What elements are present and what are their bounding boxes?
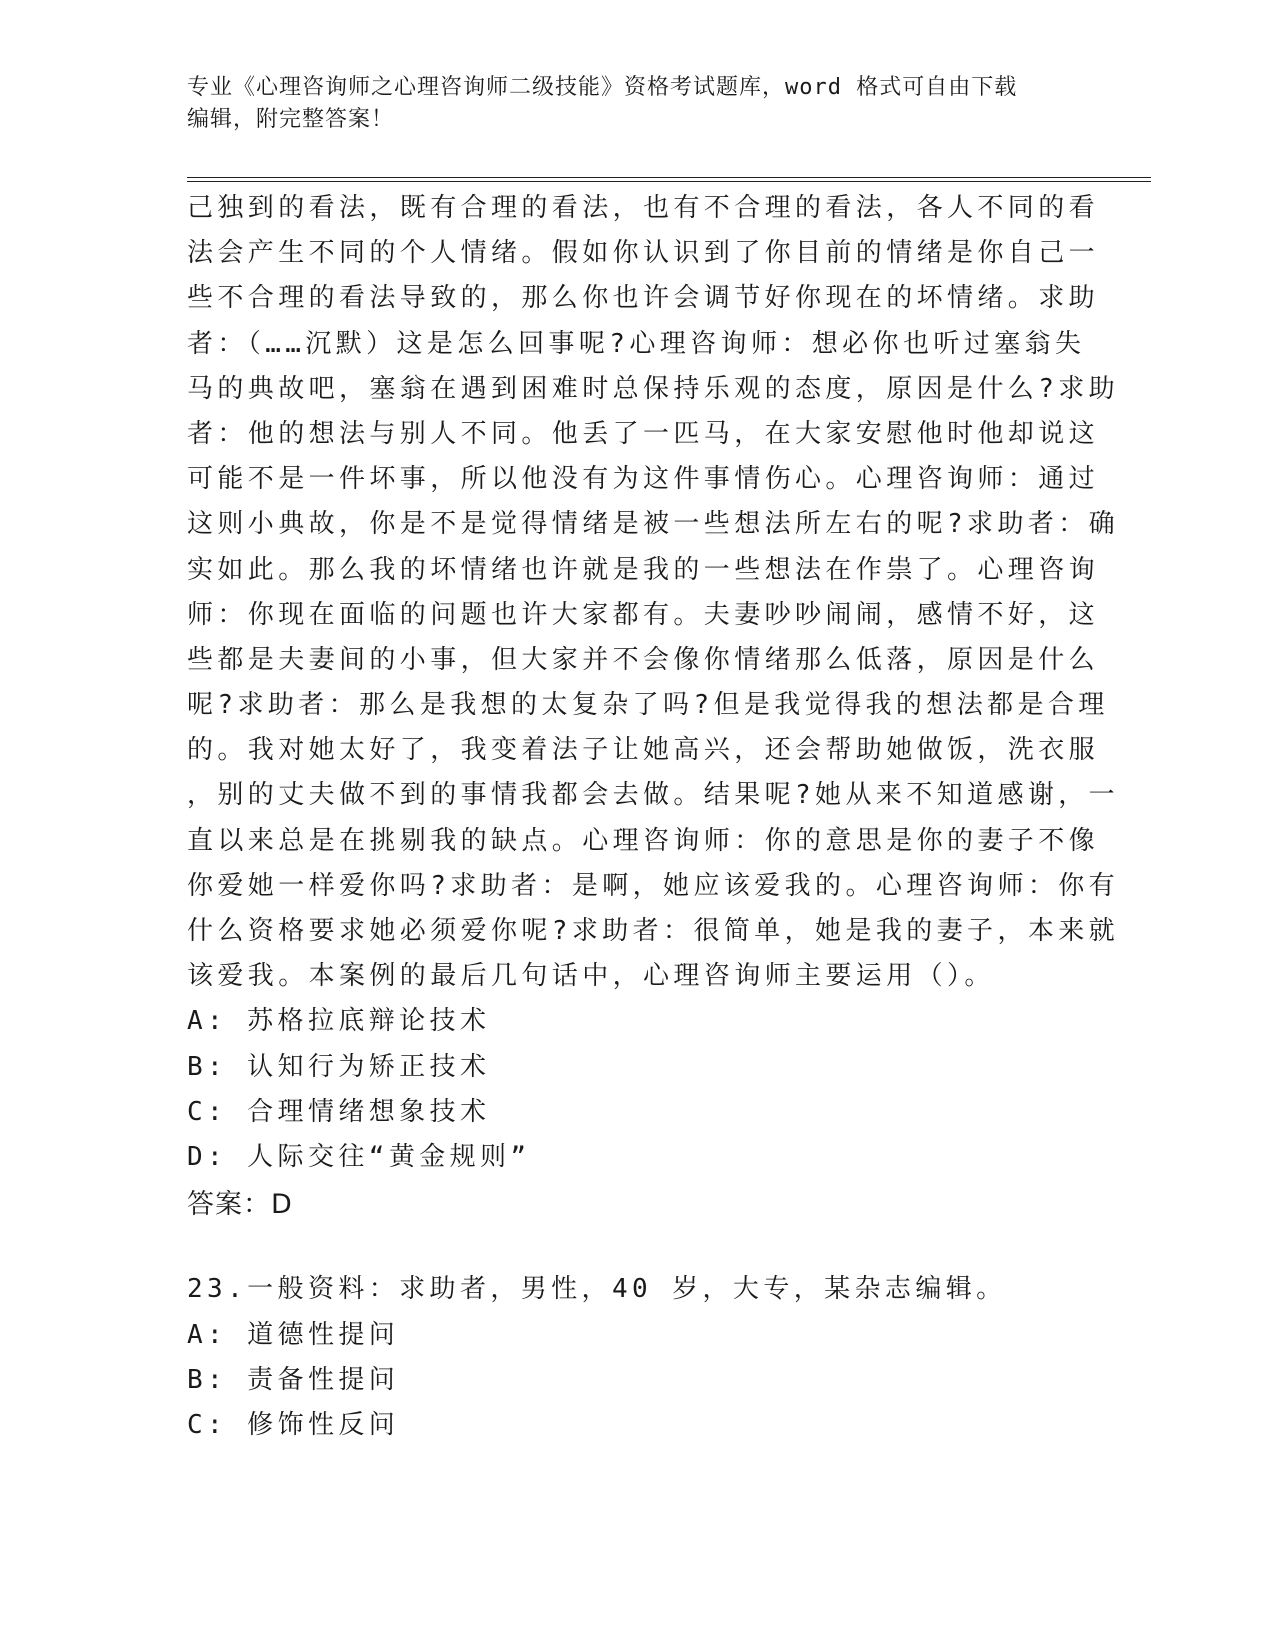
question-spacer xyxy=(187,1227,1087,1267)
header-line-1: 专业《心理咨询师之心理咨询师二级技能》资格考试题库，word 格式可自由下载 xyxy=(187,75,1018,100)
document-body xyxy=(187,186,1120,1448)
passage-line: 可能不是一件坏事，所以他没有为这件事情伤心。心理咨询师：通过 xyxy=(187,464,1100,495)
document-header xyxy=(187,72,1067,136)
passage-line: 些都是夫妻间的小事，但大家并不会像你情绪那么低落，原因是什么 xyxy=(187,644,1100,675)
question-text: 23.一般资料：求助者，男性，40 岁，大专，某杂志编辑。 xyxy=(187,1274,1007,1305)
header-divider xyxy=(187,177,1151,178)
passage-line: 马的典故吧，塞翁在遇到困难时总保持乐观的态度，原因是什么?求助 xyxy=(187,373,1120,404)
passage-line: 己独到的看法，既有合理的看法，也有不合理的看法，各人不同的看 xyxy=(187,193,1100,223)
passage-line: 呢?求助者：那么是我想的太复杂了吗?但是我觉得我的想法都是合理 xyxy=(187,690,1109,721)
passage-line: 者：他的想法与别人不同。他丢了一匹马，在大家安慰他时他却说这 xyxy=(187,418,1100,449)
passage-line: 直以来总是在挑剔我的缺点。心理咨询师：你的意思是你的妻子不像 xyxy=(187,825,1100,856)
passage-line: 些不合理的看法导致的，那么你也许会调节好你现在的坏情绪。求助 xyxy=(187,283,1100,314)
passage-line: ，别的丈夫做不到的事情我都会去做。结果呢?她从来不知道感谢，一 xyxy=(187,780,1120,811)
question-passage xyxy=(187,186,1120,999)
option-a: A: 苏格拉底辩论技术 xyxy=(187,1006,491,1037)
passage-line: 你爱她一样爱你吗?求助者：是啊，她应该爱我的。心理咨询师：你有 xyxy=(187,870,1120,901)
passage-line: 这则小典故，你是不是觉得情绪是被一些想法所左右的呢?求助者：确 xyxy=(187,509,1120,540)
option-b: B: 认知行为矫正技术 xyxy=(187,1051,491,1082)
option-d: D: 人际交往“黄金规则” xyxy=(187,1141,531,1172)
answer-line: 答案：D xyxy=(187,1189,293,1221)
option-a: A: 道德性提问 xyxy=(187,1319,400,1350)
passage-line: 法会产生不同的个人情绪。假如你认识到了你目前的情绪是你自己一 xyxy=(187,238,1100,269)
option-c: C: 合理情绪想象技术 xyxy=(187,1096,491,1127)
header-line-2: 编辑，附完整答案！ xyxy=(187,107,395,132)
q22-options xyxy=(187,999,1087,1180)
passage-line: 的。我对她太好了，我变着法子让她高兴，还会帮助她做饭，洗衣服 xyxy=(187,735,1100,766)
passage-line: 师：你现在面临的问题也许大家都有。夫妻吵吵闹闹，感情不好，这 xyxy=(187,599,1100,630)
question-23 xyxy=(187,1267,1087,1448)
option-c: C: 修饰性反问 xyxy=(187,1409,400,1440)
passage-line: 者：（……沉默）这是怎么回事呢?心理咨询师：想必你也听过塞翁失 xyxy=(187,328,1086,359)
option-b: B: 责备性提问 xyxy=(187,1364,400,1395)
passage-line: 实如此。那么我的坏情绪也许就是我的一些想法在作祟了。心理咨询 xyxy=(187,554,1100,585)
header-divider-thin xyxy=(187,181,1151,182)
passage-line: 什么资格要求她必须爱你呢?求助者：很简单，她是我的妻子，本来就 xyxy=(187,916,1120,946)
passage-line: 该爱我。本案例的最后几句话中，心理咨询师主要运用（）。 xyxy=(187,961,995,992)
